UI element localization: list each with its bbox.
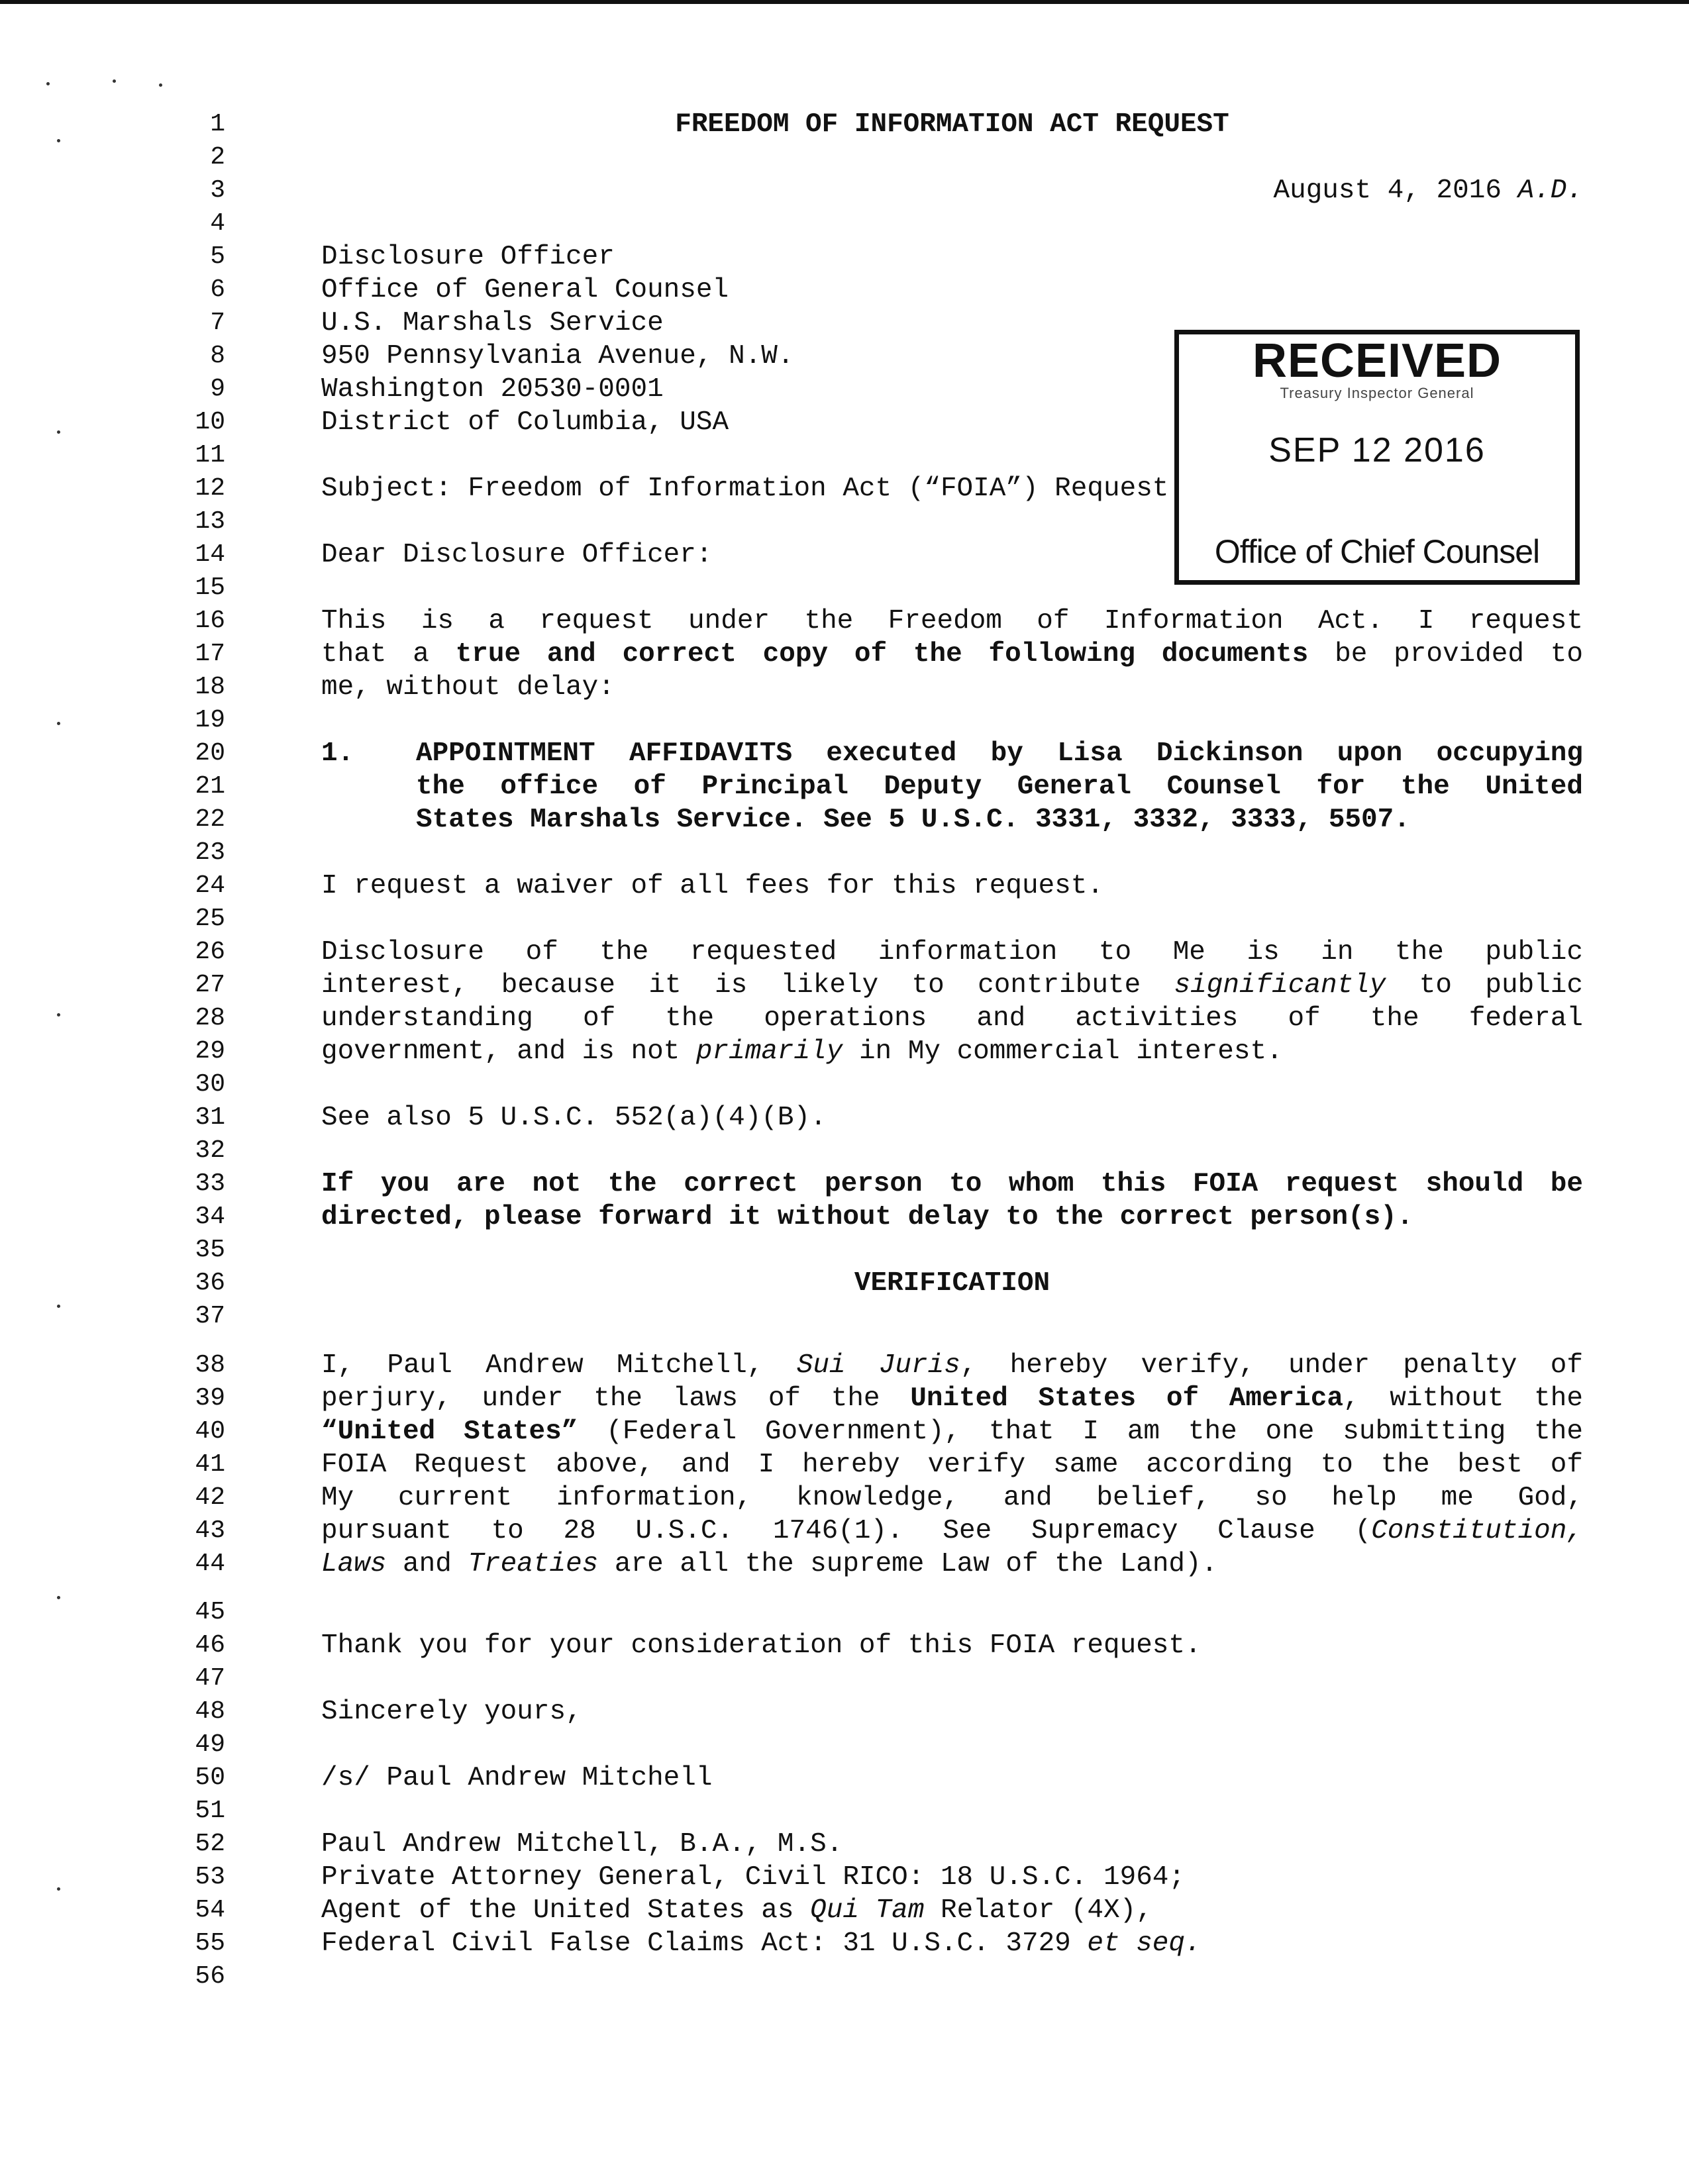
text-run: Relator (4X),	[924, 1895, 1152, 1926]
line-49	[0, 1728, 1689, 1762]
line-number: 13	[195, 507, 225, 536]
line-number: 9	[210, 375, 225, 403]
line-3	[0, 174, 1689, 207]
line-number: 26	[195, 938, 225, 966]
verification-text: My current information, knowledge, and belief, so help me God,	[321, 1483, 1583, 1513]
line-number: 34	[195, 1203, 225, 1231]
line-number: 37	[195, 1302, 225, 1330]
address-line: Office of General Counsel	[321, 275, 729, 305]
text-run: , without the	[1343, 1383, 1583, 1414]
public-interest-text: understanding of the operations and activities of the federal	[321, 1003, 1583, 1034]
line-number: 7	[210, 309, 225, 337]
intro-emphasis: true and correct copy of the following documents	[455, 639, 1309, 670]
line-number: 52	[195, 1830, 225, 1858]
text-run: I, Paul Andrew Mitchell,	[321, 1350, 797, 1381]
line-number: 8	[210, 342, 225, 370]
address-line: Disclosure Officer	[321, 242, 615, 272]
text-run: Federal Civil False Claims Act: 31 U.S.C. 3729	[321, 1928, 1088, 1959]
text-run: in My commercial interest.	[843, 1036, 1283, 1067]
bold-run: United States of America	[910, 1383, 1343, 1414]
intro-text	[321, 638, 1583, 671]
line-number: 54	[195, 1896, 225, 1924]
line-17	[0, 638, 1689, 671]
line-number: 3	[210, 176, 225, 205]
line-number: 56	[195, 1962, 225, 1991]
public-interest-text	[321, 969, 1583, 1002]
line-53	[0, 1861, 1689, 1894]
top-rule	[0, 0, 1689, 4]
line-number: 33	[195, 1169, 225, 1198]
line-number: 53	[195, 1863, 225, 1891]
text-run: to public	[1386, 970, 1583, 1001]
line-number: 41	[195, 1450, 225, 1479]
verification-text	[321, 1548, 1583, 1581]
item-text: the office of Principal Deputy General Counsel for the United	[416, 771, 1583, 802]
line-43	[0, 1514, 1689, 1548]
italic-run: primarily	[695, 1036, 843, 1067]
line-55	[0, 1927, 1689, 1960]
date-suffix: A.D.	[1517, 175, 1583, 206]
salutation: Dear Disclosure Officer:	[321, 540, 713, 570]
line-34	[0, 1201, 1689, 1234]
line-number: 55	[195, 1929, 225, 1958]
forward-request-text: If you are not the correct person to whom this FOIA request should be	[321, 1169, 1583, 1199]
line-20	[0, 737, 1689, 770]
line-48	[0, 1695, 1689, 1728]
thanks-text: Thank you for your consideration of this FOIA request.	[321, 1630, 1202, 1661]
line-number: 35	[195, 1236, 225, 1264]
line-41	[0, 1448, 1689, 1481]
intro-text-run: be provided to	[1308, 639, 1584, 670]
line-22	[0, 803, 1689, 836]
see-also-text: See also 5 U.S.C. 552(a)(4)(B).	[321, 1103, 827, 1133]
line-number: 48	[195, 1697, 225, 1726]
line-28	[0, 1002, 1689, 1035]
line-35	[0, 1234, 1689, 1267]
signer-line: Private Attorney General, Civil RICO: 18 U.S.C. 1964;	[321, 1862, 1186, 1893]
line-31	[0, 1101, 1689, 1134]
line-27	[0, 969, 1689, 1002]
line-5	[0, 240, 1689, 273]
intro-text: This is a request under the Freedom of Information Act. I request	[321, 606, 1583, 636]
scan-speck	[113, 79, 116, 83]
line-2	[0, 141, 1689, 174]
address-line: Washington 20530-0001	[321, 374, 664, 405]
line-number: 25	[195, 905, 225, 933]
date-text: August 4, 2016	[1273, 175, 1502, 206]
line-52	[0, 1828, 1689, 1861]
line-24	[0, 869, 1689, 903]
line-46	[0, 1629, 1689, 1662]
line-number: 12	[195, 474, 225, 503]
signer-line	[321, 1927, 1583, 1960]
verification-text	[321, 1349, 1583, 1382]
line-32	[0, 1134, 1689, 1167]
stamp-title: RECEIVED	[1252, 334, 1502, 387]
line-number: 17	[195, 640, 225, 668]
line-number: 47	[195, 1664, 225, 1693]
line-29	[0, 1035, 1689, 1068]
line-42	[0, 1481, 1689, 1514]
closing: Sincerely yours,	[321, 1697, 582, 1727]
italic-run: Sui Juris	[796, 1350, 960, 1381]
line-number: 6	[210, 275, 225, 304]
text-run: and	[386, 1549, 468, 1579]
line-26	[0, 936, 1689, 969]
line-number: 29	[195, 1037, 225, 1066]
address-line: District of Columbia, USA	[321, 407, 729, 438]
text-run: , hereby verify, under penalty of	[960, 1350, 1584, 1381]
letter-date	[321, 174, 1583, 207]
line-number: 27	[195, 971, 225, 999]
line-38	[0, 1349, 1689, 1382]
italic-run: Constitution,	[1371, 1516, 1583, 1546]
line-number: 2	[210, 143, 225, 172]
line-number: 4	[210, 209, 225, 238]
line-23	[0, 836, 1689, 869]
text-run: pursuant to 28 U.S.C. 1746(1). See Supremacy Clause (	[321, 1516, 1372, 1546]
line-number: 32	[195, 1136, 225, 1165]
line-number: 24	[195, 871, 225, 900]
text-run: interest, because it is likely to contribute	[321, 970, 1174, 1001]
line-number: 11	[195, 441, 225, 470]
line-number: 46	[195, 1631, 225, 1660]
item-number: 1.	[321, 738, 354, 769]
scan-speck	[159, 83, 162, 87]
line-number: 16	[195, 607, 225, 635]
address-line: U.S. Marshals Service	[321, 308, 664, 338]
stamp-date: SEP 12 2016	[1268, 431, 1486, 470]
line-number: 30	[195, 1070, 225, 1099]
forward-request-text: directed, please forward it without delay to the correct person(s).	[321, 1202, 1413, 1232]
line-number: 1	[210, 110, 225, 138]
line-1	[0, 108, 1689, 141]
verification-text	[321, 1514, 1583, 1548]
line-number: 50	[195, 1763, 225, 1792]
line-number: 22	[195, 805, 225, 834]
line-number: 42	[195, 1483, 225, 1512]
signature: /s/ Paul Andrew Mitchell	[321, 1763, 713, 1793]
stamp-office: Office of Chief Counsel	[1214, 533, 1540, 570]
line-40	[0, 1415, 1689, 1448]
italic-run: Treaties	[468, 1549, 599, 1579]
address-line: 950 Pennsylvania Avenue, N.W.	[321, 341, 794, 372]
line-4	[0, 207, 1689, 240]
scan-speck	[46, 82, 50, 85]
verification-text: FOIA Request above, and I hereby verify same according to the best of	[321, 1450, 1583, 1480]
line-50	[0, 1762, 1689, 1795]
line-number: 38	[195, 1351, 225, 1379]
line-number: 40	[195, 1417, 225, 1446]
line-number: 18	[195, 673, 225, 701]
fee-waiver-text: I request a waiver of all fees for this request.	[321, 871, 1103, 901]
line-number: 45	[195, 1598, 225, 1626]
line-54	[0, 1894, 1689, 1927]
text-run: Agent of the United States as	[321, 1895, 811, 1926]
italic-run: Laws	[321, 1549, 387, 1579]
line-56	[0, 1960, 1689, 1993]
italic-run: Qui Tam	[810, 1895, 925, 1926]
line-51	[0, 1795, 1689, 1828]
line-37	[0, 1300, 1689, 1333]
bold-run: “United States”	[321, 1416, 578, 1447]
intro-text: me, without delay:	[321, 672, 615, 703]
item-text: States Marshals Service. See 5 U.S.C. 3331, 3332, 3333, 5507.	[416, 805, 1410, 835]
line-47	[0, 1662, 1689, 1695]
line-19	[0, 704, 1689, 737]
verification-text	[321, 1382, 1583, 1415]
line-number: 44	[195, 1550, 225, 1578]
line-number: 49	[195, 1730, 225, 1759]
signer-line: Paul Andrew Mitchell, B.A., M.S.	[321, 1829, 843, 1860]
line-number: 51	[195, 1797, 225, 1825]
line-number: 21	[195, 772, 225, 801]
line-45	[0, 1596, 1689, 1629]
verification-heading: VERIFICATION	[854, 1268, 1050, 1299]
subject-line: Subject: Freedom of Information Act (“FOIA”) Request	[321, 473, 1169, 504]
line-number: 43	[195, 1516, 225, 1545]
text-run: perjury, under the laws of the	[321, 1383, 911, 1414]
line-number: 19	[195, 706, 225, 734]
line-39	[0, 1382, 1689, 1415]
line-33	[0, 1167, 1689, 1201]
line-number: 31	[195, 1103, 225, 1132]
italic-run: et seq.	[1087, 1928, 1202, 1959]
line-number: 5	[210, 242, 225, 271]
line-number: 36	[195, 1269, 225, 1297]
text-run: government, and is not	[321, 1036, 696, 1067]
stamp-subtitle: Treasury Inspector General	[1280, 385, 1474, 401]
text-run: are all the supreme Law of the Land).	[598, 1549, 1218, 1579]
line-44	[0, 1548, 1689, 1581]
public-interest-text: Disclosure of the requested information to Me is in the public	[321, 937, 1583, 968]
verification-text	[321, 1415, 1583, 1448]
signer-line	[321, 1894, 1583, 1927]
line-number: 15	[195, 573, 225, 602]
document-title: FREEDOM OF INFORMATION ACT REQUEST	[675, 109, 1229, 140]
line-number: 23	[195, 838, 225, 867]
received-stamp	[1174, 330, 1580, 585]
line-number: 28	[195, 1004, 225, 1032]
public-interest-text	[321, 1035, 1583, 1068]
line-number: 10	[195, 408, 225, 436]
text-run: (Federal Government), that I am the one submitting the	[578, 1416, 1583, 1447]
item-text: APPOINTMENT AFFIDAVITS executed by Lisa Dickinson upon occupying	[416, 738, 1583, 769]
line-18	[0, 671, 1689, 704]
italic-run: significantly	[1174, 970, 1386, 1001]
line-36	[0, 1267, 1689, 1300]
line-number: 39	[195, 1384, 225, 1413]
line-6	[0, 273, 1689, 307]
line-21	[0, 770, 1689, 803]
line-number: 14	[195, 540, 225, 569]
line-30	[0, 1068, 1689, 1101]
line-number: 20	[195, 739, 225, 768]
line-25	[0, 903, 1689, 936]
line-16	[0, 605, 1689, 638]
intro-text-run: that a	[321, 639, 456, 670]
